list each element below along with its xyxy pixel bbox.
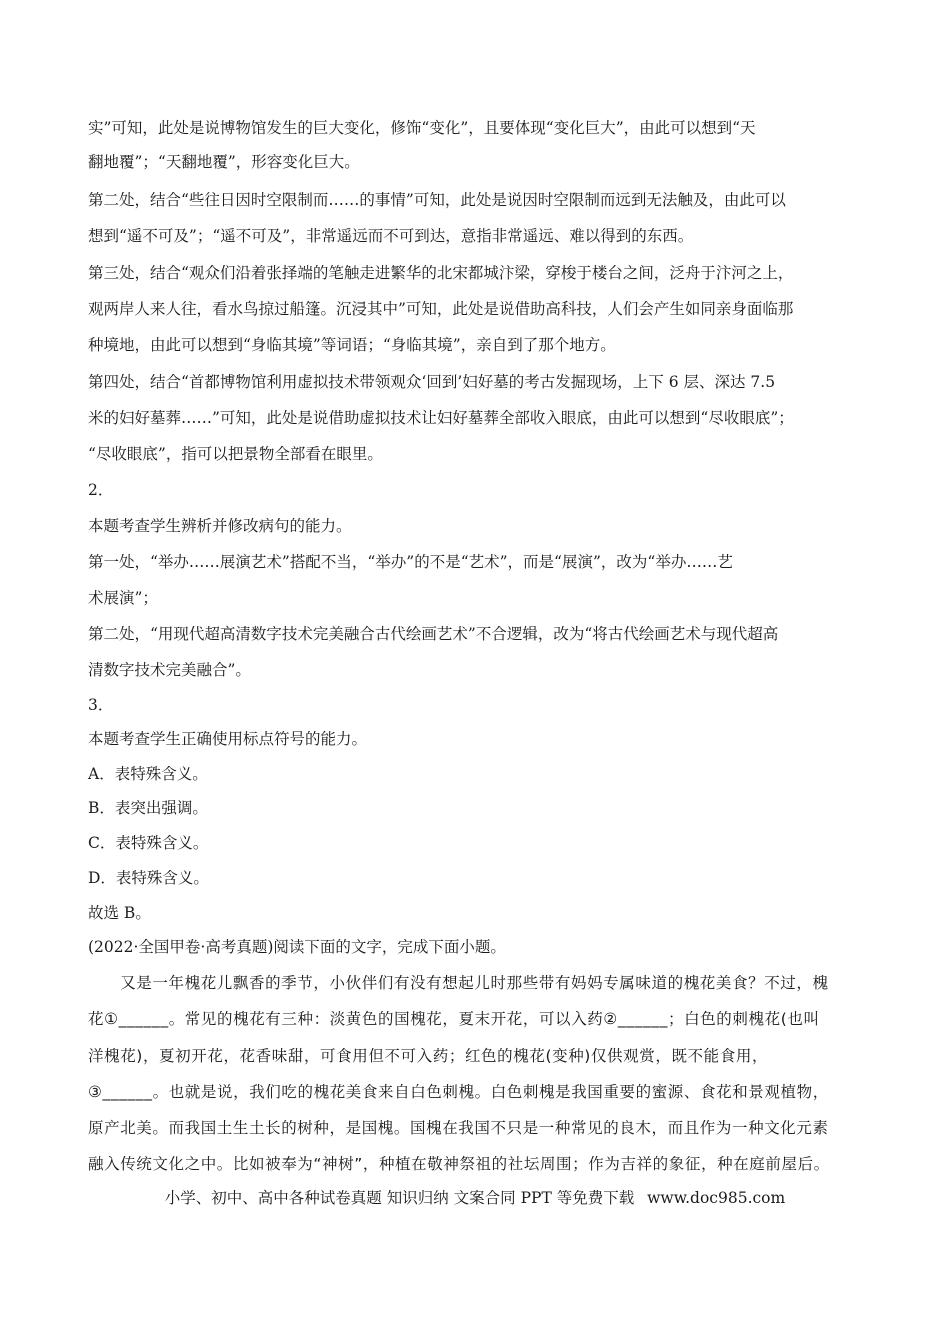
answer2-number: 2． — [88, 481, 114, 499]
answer2-line: 第二处，“用现代超高清数字技术完美融合古代绘画艺术”不合逻辑，改为“将古代绘画艺术与现代超高 — [88, 625, 779, 643]
answer1-line: 翻地覆”；“天翻地覆”，形容变化巨大。 — [88, 153, 360, 171]
question-source: (2022·全国甲卷·高考真题)阅读下面的文字，完成下面小题。 — [88, 938, 506, 956]
answer2-line: 第一处，“举办……展演艺术”搭配不当，“举办”的不是“艺术”，而是“展演”，改为“举办……艺 — [88, 553, 733, 571]
passage-line: 融入传统文化之中。比如被奉为“神树”，种植在敬神祭祖的社坛周围；作为吉祥的象征，种在庭前屋后。 — [88, 1155, 830, 1173]
footer-text: 小学、初中、高中各种试卷真题 知识归纳 文案合同 PPT 等免费下载 — [164, 1189, 635, 1207]
passage-line: ③______。也就是说，我们吃的槐花美食来自白色刺槐。白色刺槐是我国重要的蜜源、食花和景观植物， — [88, 1083, 829, 1101]
passage-line: 洋槐花)，夏初开花，花香味甜，可食用但不可入药；红色的槐花(变种)仅供观赏，既不能食用， — [88, 1047, 769, 1065]
answer3-option-c: C．表特殊含义。 — [88, 834, 209, 852]
answer3-option-a: A．表特殊含义。 — [88, 765, 208, 783]
answer3-option-b: B．表突出强调。 — [88, 799, 208, 817]
answer3-number: 3． — [88, 696, 114, 714]
answer2-line: 本题考查学生辨析并修改病句的能力。 — [88, 517, 352, 535]
answer1-line: “尽收眼底”，指可以把景物全部看在眼里。 — [88, 445, 383, 463]
answer1-line: 第二处，结合“些往日因时空限制而……的事情”可知，此处是说因时空限制而远到无法触及，由此可以 — [88, 191, 786, 209]
answer1-line: 第三处，结合“观众们沿着张择端的笔触走进繁华的北宋都城汴梁，穿梭于楼台之间，泛舟于汴河之上， — [88, 264, 794, 282]
page-footer — [0, 1186, 950, 1208]
answer1-line: 想到“遥不可及”；“遥不可及”，非常遥远而不可到达，意指非常遥远、难以得到的东西。 — [88, 227, 694, 245]
answer1-line: 米的妇好墓葬……”可知，此处是说借助虚拟技术让妇好墓葬全部收入眼底，由此可以想到“尽收眼底”； — [88, 409, 794, 427]
answer1-line: 观两岸人来人往，看水鸟掠过船篷。沉浸其中”可知，此处是说借助高科技，人们会产生如同亲身面临那 — [88, 300, 794, 318]
answer3-line: 本题考查学生正确使用标点符号的能力。 — [88, 730, 368, 748]
answer1-line: 第四处，结合“首都博物馆利用虚拟技术带领观众‘回到’妇好墓的考古发掘现场，上下 6 层、深达 7.5 — [88, 373, 776, 391]
answer2-line: 术展演”； — [88, 589, 158, 607]
footer-link[interactable]: www.doc985.com — [647, 1189, 786, 1207]
answer1-line: 实”可知，此处是说博物馆发生的巨大变化，修饰“变化”，且要体现“变化巨大”，由此可以想到“天 — [88, 119, 756, 137]
answer3-option-d: D．表特殊含义。 — [88, 869, 209, 887]
passage-line: 花①______。常见的槐花有三种：淡黄色的国槐花，夏末开花，可以入药②______；白色的刺槐花(也叫 — [88, 1010, 820, 1028]
answer3-conclusion: 故选 B。 — [88, 904, 151, 922]
answer2-line: 清数字技术完美融合”。 — [88, 661, 251, 679]
passage-line: 原产北美。而我国土生土长的树种，是国槐。国槐在我国不只是一种常见的良木，而且作为一种文化元素 — [88, 1119, 829, 1137]
answer1-line: 种境地，由此可以想到“身临其境”等词语；“身临其境”，亲自到了那个地方。 — [88, 336, 616, 354]
passage-line: 又是一年槐花儿飘香的季节，小伙伴们有没有想起儿时那些带有妈妈专属味道的槐花美食？不过，槐 — [88, 974, 829, 992]
